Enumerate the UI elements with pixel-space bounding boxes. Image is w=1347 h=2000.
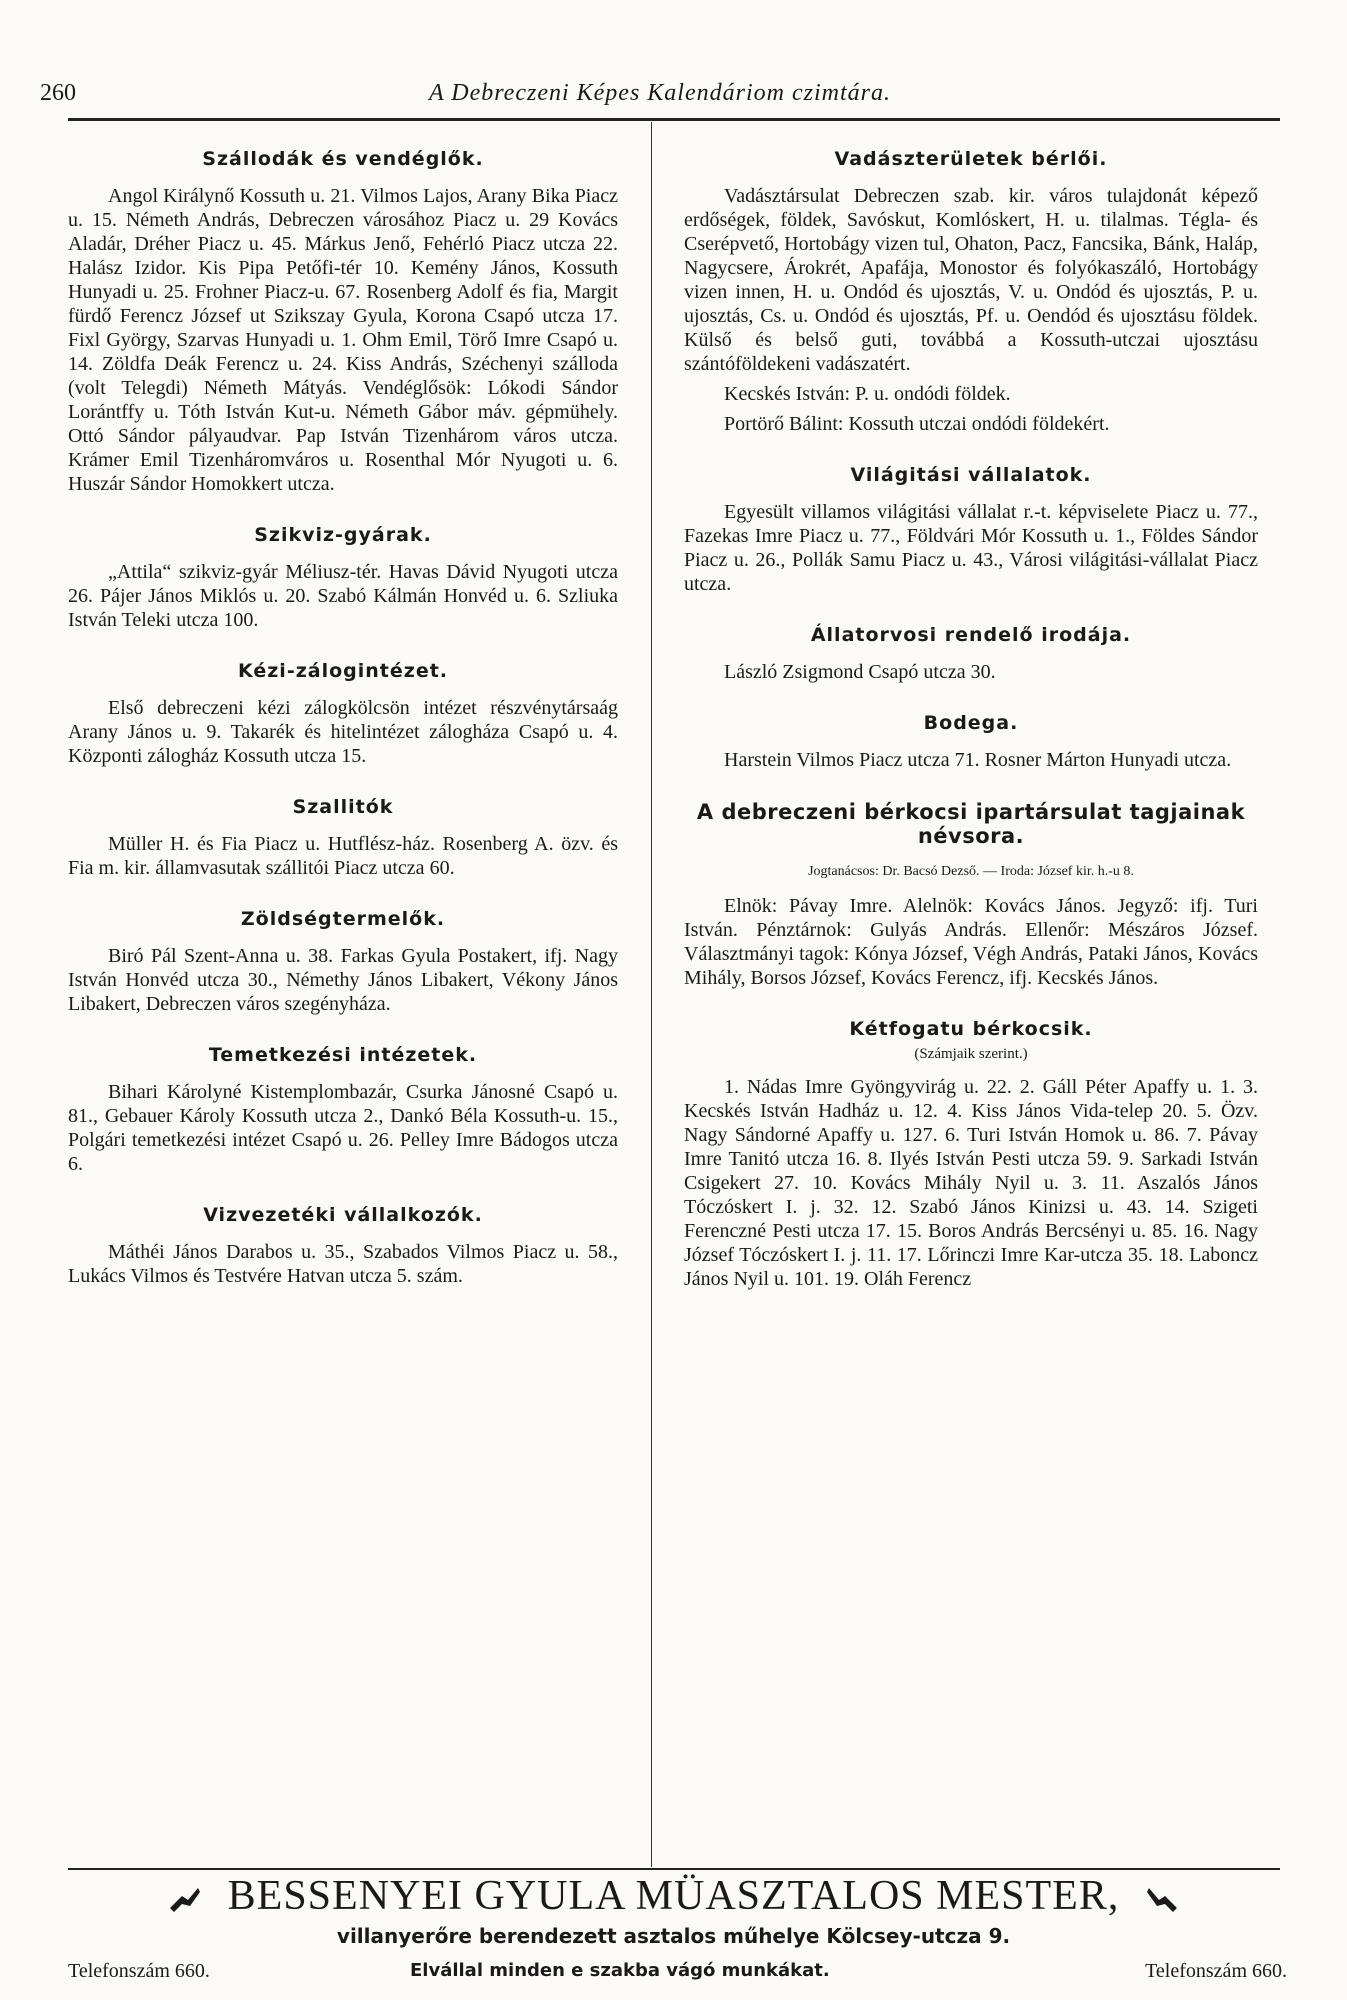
page-header: [40, 80, 1280, 120]
section-paragraph: Angol Királynő Kossuth u. 21. Vilmos Lajos, Arany Bika Piacz u. 15. Németh András, Debreczen városához Piacz u. 29 Kovács Aladár, Dréher Piacz u. 45. Márkus Jenő, Fehérló Piacz utcza 22. Halász Izidor. Kis Pipa Petőfi-tér 10. Kemény János, Kossuth Hunyadi u. 25. Frohner Piacz-u. 67. Rosenberg Adolf és fia, Margit fürdő Ferencz József ut Szikszay Gyula, Korona Csapó utcza 17. Fixl György, Szarvas Hunyadi u. 1. Ohm Emil, Törő Imre Csapó u. 14. Zöldfa Deák Ferencz u. 24. Kiss András, Széchenyi szálloda (volt Telegdi) Németh Mátyás. Vendéglősök: Lókodi Sándor Lorántffy u. Tóth István Kut-u. Németh Gábor máv. gépmühely. Ottó Sándor pályaudvar. Pap István Tizenhárom város utcza. Krámer Emil Tizenháromváros u. Rosenthal Mór Nyugoti u. 6. Huszár Sándor Homokkert utcza.: [68, 185, 618, 495]
ad-middle-text: Elvállal minden e szakba vágó munkákat.: [410, 1960, 830, 1981]
section-paragraph: Egyesült villamos világitási vállalat r.-t. képviselete Piacz u. 77., Fazekas Imre Piacz u. 77., Földvári Mór Kossuth u. 1., Földes Sándor Piacz u. 26., Pollák Samu Piacz u. 43., Városi világitási-vállalat Piacz utcza.: [684, 501, 1258, 595]
directory-section: [684, 148, 1258, 436]
section-heading: Szallitók: [292, 796, 394, 818]
directory-section: [684, 800, 1258, 990]
section-note: Jogtanácsos: Dr. Bacsó Dezső. — Iroda: József kir. h.-u 8.: [808, 864, 1134, 879]
section-heading: A debreczeni bérkocsi ipartársulat tagjainak névsora.: [696, 800, 1246, 848]
page-number: 260: [40, 80, 76, 106]
hand-ornament-icon: [168, 1882, 202, 1916]
section-paragraph: Vadásztársulat Debreczen szab. kir. város tulajdonát képező erdőségek, földek, Savóskut, Komlóskert, H. u. tilalmas. Tégla- és Cserépvető, Hortobágy vizen tul, Ohaton, Pacz, Fancsika, Bánk, Haláp, Nagycsere, Árokrét, Apafája, Monostor és folyókaszáló, Hortobágy vizen innen, H. u. Ondód és ujosztás, V. u. Ondód és ujosztás, P. u. ujosztás, Cs. u. Ondód és ujosztás, Pf. u. Oendód és ujosztásu földek. Külső és belső guti, továbbá a Kossuth-utczai ujosztásu szántóföldekeni vadászatért.: [684, 185, 1258, 375]
section-paragraph: Kecskés István: P. u. ondódi földek.: [724, 383, 1011, 405]
right-column: [684, 148, 1258, 1319]
section-paragraph: László Zsigmond Csapó utcza 30.: [724, 661, 996, 683]
section-paragraph: „Attila“ szikviz-gyár Méliusz-tér. Havas Dávid Nyugoti utcza 26. Pájer János Miklós u. 20. Szabó Kálmán Honvéd u. 6. Szliuka István Teleki utcza 100.: [68, 561, 618, 631]
column-divider: [651, 122, 652, 1867]
section-paragraph: Müller H. és Fia Piacz u. Hutflész-ház. Rosenberg A. özv. és Fia m. kir. államvasutak szállitói Piacz utcza 60.: [68, 833, 618, 879]
directory-section: [68, 660, 618, 768]
directory-section: [684, 464, 1258, 596]
directory-section: [68, 148, 618, 496]
advertisement: [40, 1872, 1307, 1992]
ad-subtitle: villanyerőre berendezett asztalos műhelye Kölcsey-utcza 9.: [336, 1924, 1011, 1948]
ad-phone-left: Telefonszám 660.: [68, 1960, 210, 1982]
section-heading: Szikviz-gyárak.: [254, 524, 432, 546]
section-heading: Vizvezetéki vállalkozók.: [203, 1204, 483, 1226]
section-heading: Vadászterületek bérlői.: [834, 148, 1108, 170]
directory-section: [68, 1204, 618, 1288]
directory-section: [684, 624, 1258, 684]
directory-section: [684, 712, 1258, 772]
section-heading: Temetkezési intézetek.: [208, 1044, 478, 1066]
section-heading: Zöldségtermelők.: [240, 908, 446, 930]
ad-title: BESSENYEI GYULA MÜASZTALOS MESTER,: [227, 1873, 1120, 1919]
ad-phone-right: Telefonszám 660.: [1145, 1960, 1287, 1982]
section-heading: Bodega.: [923, 712, 1019, 734]
section-heading: Szállodák és vendéglők.: [202, 148, 484, 170]
section-paragraph: Bihari Károlyné Kistemplombazár, Csurka Jánosné Csapó u. 81., Gebauer Károly Kossuth utcza 2., Dankó Béla Kossuth-u. 15., Polgári temetkezési intézet Csapó u. 26. Pelley Imre Bádogos utcza 6.: [68, 1081, 618, 1175]
directory-section: [68, 796, 618, 880]
section-subheading: (Számjaik szerint.): [914, 1046, 1028, 1062]
header-rule: [68, 118, 1280, 121]
directory-section: [684, 1018, 1258, 1291]
section-paragraph: Harstein Vilmos Piacz utcza 71. Rosner Márton Hunyadi utcza.: [724, 749, 1232, 771]
section-heading: Kétfogatu bérkocsik.: [849, 1018, 1093, 1040]
section-heading: Kézi-zálogintézet.: [237, 660, 449, 682]
section-paragraph: 1. Nádas Imre Gyöngyvirág u. 22. 2. Gáll Péter Apaffy u. 1. 3. Kecskés István Hadház u. 12. 4. Kiss János Vida-telep 20. 5. Özv. Nagy Sándorné Apaffy u. 127. 6. Turi István Homok u. 86. 7. Pávay Imre Tanitó utcza 16. 8. Ilyés István Pesti utcza 59. 9. Sarkadi István Csigekert 27. 10. Kovács Mihály Nyil u. 3. 11. Aszalós János Tóczóskert I. j. 32. 12. Szabó János Kinizsi u. 43. 14. Szigeti Ferenczné Pesti utcza 17. 15. Boros András Bercsényi u. 85. 16. Nagy József Tóczóskert I. j. 11. 17. Lőrinczi Imre Kar-utcza 35. 18. Laboncz János Nyil u. 101. 19. Oláh Ferencz: [684, 1076, 1258, 1290]
footer-rule: [68, 1868, 1280, 1870]
ad-title-line: [40, 1872, 1307, 1920]
section-paragraph: Máthéi János Darabos u. 35., Szabados Vilmos Piacz u. 58., Lukács Vilmos és Testvére Hatvan utcza 5. szám.: [68, 1241, 618, 1287]
directory-section: [68, 908, 618, 1016]
left-column: [68, 148, 618, 1316]
section-paragraph: Portörő Bálint: Kossuth utczai ondódi földekért.: [724, 413, 1110, 435]
hand-ornament-icon: [1145, 1882, 1179, 1916]
section-heading: Világitási vállalatok.: [850, 464, 1092, 486]
section-paragraph: Első debreczeni kézi zálogkölcsön intézet részvénytársaág Arany János u. 9. Takarék és hitelintézet zálogháza Csapó u. 4. Központi zálogház Kossuth utcza 15.: [68, 697, 618, 767]
section-paragraph: Elnök: Pávay Imre. Alelnök: Kovács János. Jegyző: ifj. Turi István. Pénztárnok: Gulyás András. Ellenőr: Mészáros József. Választmányi tagok: Kónya József, Végh András, Pataki János, Kovács Mihály, Borsos József, Kovács Ferencz, ifj. Kecskés János.: [684, 895, 1258, 989]
section-heading: Állatorvosi rendelő irodája.: [810, 624, 1132, 646]
running-title: A Debreczeni Képes Kalendáriom czimtára.: [429, 80, 891, 106]
directory-section: [68, 1044, 618, 1176]
section-paragraph: Biró Pál Szent-Anna u. 38. Farkas Gyula Postakert, ifj. Nagy István Honvéd utcza 30., Némethy János Libakert, Vékony János Libakert, Debreczen város szegényháza.: [68, 945, 618, 1015]
directory-section: [68, 524, 618, 632]
